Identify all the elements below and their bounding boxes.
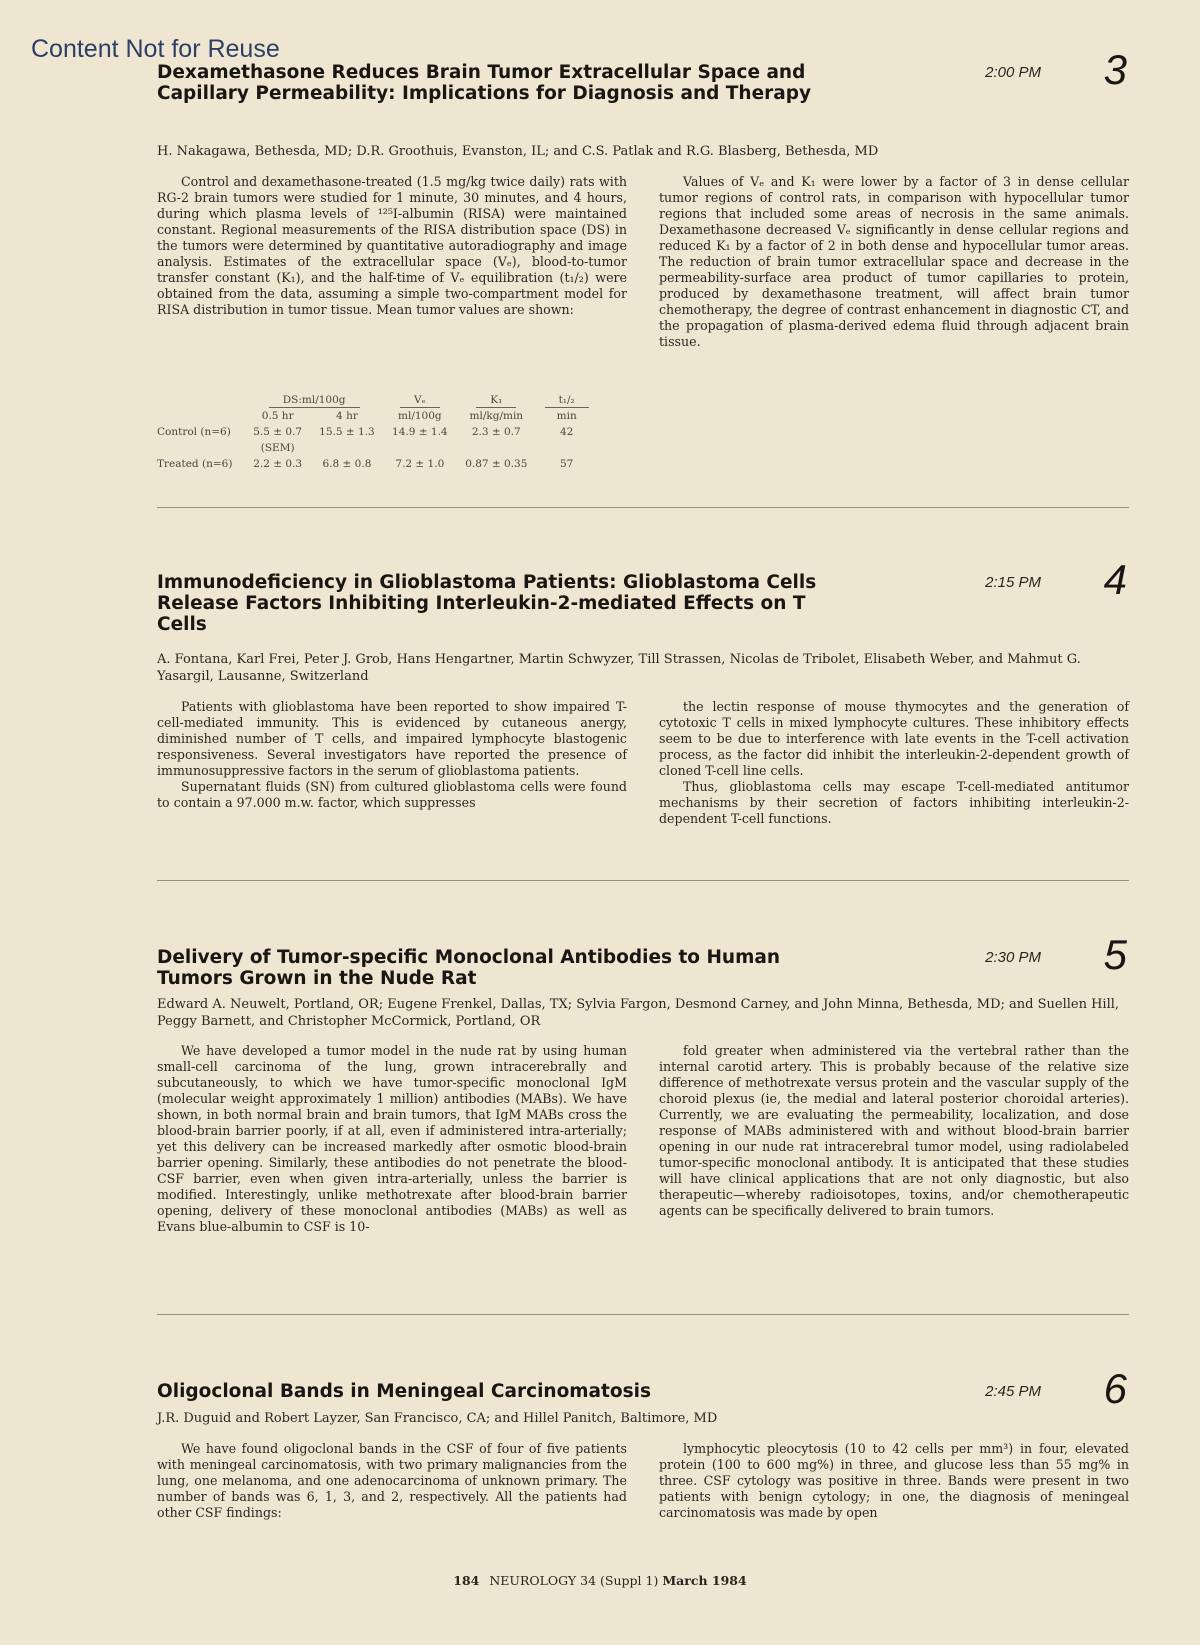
table-cell: 5.5 ± 0.7 xyxy=(253,426,303,438)
abstract-number: 3 xyxy=(1103,46,1127,93)
left-column xyxy=(157,1441,627,1521)
table-subheader: 4 hr xyxy=(336,410,358,422)
table-cell: 14.9 ± 1.4 xyxy=(392,426,448,438)
paragraph: fold greater when administered via the vertebral rather than the internal carotid artery. This is probably because of the relative size difference of methotrexate versus protein and the vascular supply of the choroid plexus (ie, the medial and lateral posterior choroidal arteries). Currently, we are evaluating the permeability, localization, and dose response of MABs administered with and without blood-brain barrier opening in our nude rat intracerebral tumor model, using radiolabeled tumor-specific monoclonal antibody. It is anticipated that these studies will have clinical applications that are not only diagnostic, but also therapeutic—whereby radioisotopes, toxins, and/or chemotherapeutic agents can be specifically delivered to brain tumors. xyxy=(659,1043,1129,1218)
right-column xyxy=(659,1043,1129,1219)
abstract-title: Delivery of Tumor-specific Monoclonal Antibodies to Human Tumors Grown in the Nude Rat xyxy=(157,947,781,989)
table-cell: 2.3 ± 0.7 xyxy=(471,426,521,438)
abstract-6 xyxy=(157,1365,1129,1561)
table-row xyxy=(157,440,597,456)
table-subheader: ml/kg/min xyxy=(469,410,524,422)
authors: Edward A. Neuwelt, Portland, OR; Eugene Frenkel, Dallas, TX; Sylvia Fargon, Desmond Carney, and John Minna, Bethesda, MD; and Suellen Hill, Peggy Barnett, and Christopher McCormick, Portland, OR xyxy=(157,997,1120,1029)
abstract-title: Dexamethasone Reduces Brain Tumor Extracellular Space and Capillary Permeability: Implications for Diagnosis and Therapy xyxy=(157,62,812,104)
table-group-header: DS:ml/100g xyxy=(245,392,384,408)
left-column xyxy=(157,174,627,318)
tumor-values-table xyxy=(157,392,597,472)
table-cell: Control (n=6) xyxy=(157,426,231,438)
left-column xyxy=(157,699,627,811)
session-time: 2:15 PM xyxy=(985,574,1041,591)
left-column xyxy=(157,1043,627,1235)
table-subheader: min xyxy=(556,410,577,422)
table-cell: 57 xyxy=(559,458,574,470)
watermark: Content Not for Reuse xyxy=(31,35,280,63)
table-cell xyxy=(383,440,456,456)
abstract-number: 5 xyxy=(1103,931,1127,978)
section-divider xyxy=(157,880,1129,881)
paragraph: Patients with glioblastoma have been reported to show impaired T-cell-mediated immunity. This is evidenced by cutaneous anergy, diminished number of T cells, and impaired lymphocyte blastogenic responsiveness. Several investigators have reported the presence of immunosuppressive factors in the serum of glioblastoma patients. xyxy=(157,699,627,778)
table-cell: Treated (n=6) xyxy=(157,458,233,470)
issue-date: March 1984 xyxy=(662,1573,747,1588)
paragraph: We have developed a tumor model in the nude rat by using human small-cell carcinoma of the lung, grown intracerebrally and subcutaneously, to which we have tumor-specific monoclonal IgM (molecular weight approximately 1 million) antibodies (MABs). We have shown, in both normal brain and brain tumors, that IgM MABs cross the blood-brain barrier poorly, if at all, even if administered intra-arterially; yet this delivery can be increased markedly after osmotic blood-brain barrier opening. Similarly, these antibodies do not penetrate the blood-CSF barrier, even when given intra-arterially, unless the barrier is modified. Interestingly, unlike methotrexate after blood-brain barrier opening, delivery of these monoclonal antibodies (MABs) as well as Evans blue-albumin to CSF is 10- xyxy=(157,1043,627,1234)
page-number: 184 xyxy=(453,1573,480,1588)
right-column xyxy=(659,1441,1129,1521)
table-cell: 42 xyxy=(559,426,574,438)
abstract-number: 4 xyxy=(1103,556,1127,603)
authors: A. Fontana, Karl Frei, Peter J. Grob, Hans Hengartner, Martin Schwyzer, Till Strassen, Nicolas de Tribolet, Elisabeth Weber, and Mahmut G. Yasargil, Lausanne, Switzerland xyxy=(157,652,1081,684)
table-row xyxy=(157,456,597,472)
session-time: 2:45 PM xyxy=(985,1383,1041,1400)
abstract-5 xyxy=(157,931,1129,1307)
table-cell: 15.5 ± 1.3 xyxy=(319,426,375,438)
abstract-3 xyxy=(157,46,1129,522)
abstract-title: Oligoclonal Bands in Meningeal Carcinomatosis xyxy=(157,1381,651,1402)
abstract-4 xyxy=(157,556,1129,892)
paragraph: Thus, glioblastoma cells may escape T-cell-mediated antitumor mechanisms by their secretion of factors inhibiting interleukin-2-dependent T-cell functions. xyxy=(659,779,1129,826)
authors: H. Nakagawa, Bethesda, MD; D.R. Groothuis, Evanston, IL; and C.S. Patlak and R.G. Blasberg, Bethesda, MD xyxy=(157,144,879,159)
table-cell xyxy=(456,440,536,456)
section-divider xyxy=(157,1314,1129,1315)
abstract-number: 6 xyxy=(1103,1365,1127,1412)
right-column xyxy=(659,174,1129,350)
table-subheader-row xyxy=(157,408,597,424)
section-divider xyxy=(157,507,1129,508)
table-cell: 2.2 ± 0.3 xyxy=(253,458,303,470)
paragraph: the lectin response of mouse thymocytes and the generation of cytotoxic T cells in mixed lymphocyte cultures. These inhibitory effects seem to be due to interference with late events in the T-cell activation process, as the factor did inhibit the interleukin-2-dependent growth of cloned T-cell line cells. xyxy=(659,699,1129,778)
session-time: 2:30 PM xyxy=(985,949,1041,966)
paragraph: Values of Vₑ and K₁ were lower by a factor of 3 in dense cellular tumor regions of control rats, in comparison with hypocellular tumor regions that included some areas of necrosis in the same animals. Dexamethasone decreased Vₑ significantly in dense cellular regions and reduced K₁ by a factor of 2 in both dense and hypocellular tumor areas. The reduction of brain tumor extracellular space and decrease in the permeability-surface area product of tumor capillaries to protein, produced by dexamethasone treatment, will affect brain tumor chemotherapy, the degree of contrast enhancement in diagnostic CT, and the propagation of plasma-derived edema fluid through adjacent brain tissue. xyxy=(659,174,1129,349)
table-cell: (SEM) xyxy=(260,442,295,454)
authors: J.R. Duguid and Robert Layzer, San Francisco, CA; and Hillel Panitch, Baltimore, MD xyxy=(157,1411,718,1426)
table-cell: 6.8 ± 0.8 xyxy=(322,458,372,470)
table-subheader: ml/100g xyxy=(398,410,442,422)
session-time: 2:00 PM xyxy=(985,64,1041,81)
table-cell: 0.87 ± 0.35 xyxy=(465,458,528,470)
paragraph: Control and dexamethasone-treated (1.5 mg/kg twice daily) rats with RG-2 brain tumors were studied for 1 minute, 30 minutes, and 4 hours, during which plasma levels of ¹²⁵I-albumin (RISA) were maintained constant. Regional measurements of the RISA distribution space (DS) in the tumors were determined by quantitative autoradiography and image analysis. Estimates of the extracellular space (Vₑ), blood-to-tumor transfer constant (K₁), and the half-time of Vₑ equilibration (t₁/₂) were obtained from the data, assuming a simple two-compartment model for RISA distribution in tumor tissue. Mean tumor values are shown: xyxy=(157,174,627,317)
table-cell xyxy=(157,440,245,456)
table-subheader: 0.5 hr xyxy=(261,410,294,422)
table-col-header: K₁ xyxy=(456,392,536,408)
paragraph: We have found oligoclonal bands in the CSF of four of five patients with meningeal carcinomatosis, with two primary malignancies from the lung, one melanoma, and one adenocarcinoma of unknown primary. The number of bands was 6, 1, 3, and 2, respectively. All the patients had other CSF findings: xyxy=(157,1441,627,1520)
table-col-header: Vₑ xyxy=(383,392,456,408)
table-cell xyxy=(311,440,384,456)
table-row xyxy=(157,424,597,440)
table-cell: 7.2 ± 1.0 xyxy=(395,458,445,470)
right-column xyxy=(659,699,1129,827)
paragraph: lymphocytic pleocytosis (10 to 42 cells per mm³) in four, elevated protein (100 to 600 mg%) in three, and glucose less than 55 mg% in three. CSF cytology was positive in three. Bands were present in two patients with benign cytology; in one, the diagnosis of meningeal carcinomatosis was made by open xyxy=(659,1441,1129,1520)
page-footer xyxy=(0,1573,1200,1588)
table-cell xyxy=(536,440,597,456)
table-col-header: t₁/₂ xyxy=(536,392,597,408)
table-header-row xyxy=(157,392,597,408)
abstract-title: Immunodeficiency in Glioblastoma Patients: Glioblastoma Cells Release Factors Inhibiting Interleukin-2-mediated Effects on T Cells xyxy=(157,572,817,635)
paragraph: Supernatant fluids (SN) from cultured glioblastoma cells were found to contain a 97.000 m.w. factor, which suppresses xyxy=(157,779,627,810)
journal-name: NEUROLOGY 34 (Suppl 1) xyxy=(489,1573,659,1588)
